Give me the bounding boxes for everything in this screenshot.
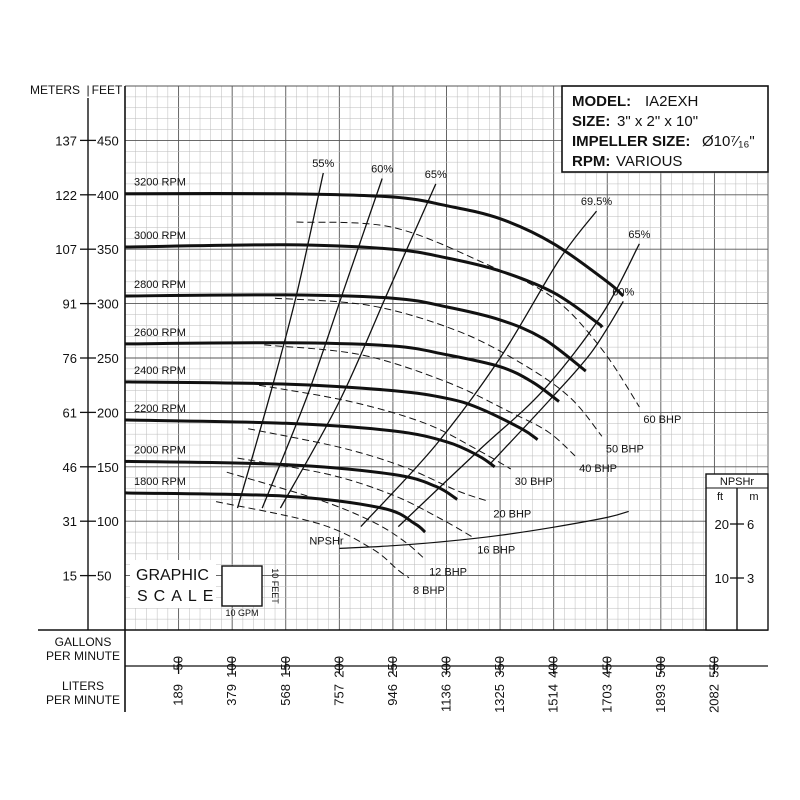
size-value: 3" x 2" x 10" xyxy=(617,113,699,130)
npshr-scale-title: NPSHr xyxy=(719,476,755,488)
lpm-axis-label-line1: LITERS xyxy=(61,679,105,693)
lpm-tick-189: 189 xyxy=(170,684,186,706)
npshr-m-tick-6: 6 xyxy=(747,517,755,532)
feet-tick-250: 250 xyxy=(97,351,119,366)
graphic-scale-line1: GRAPHIC xyxy=(136,567,209,584)
head-label-2000-rpm: 2000 RPM xyxy=(134,444,186,457)
lpm-tick-1893: 1893 xyxy=(652,684,668,713)
head-label-2600-rpm: 2600 RPM xyxy=(134,326,186,339)
info-box xyxy=(562,86,768,172)
meters-tick-137: 137 xyxy=(55,133,77,149)
impeller-key: IMPELLER SIZE: xyxy=(572,133,691,150)
npshr-ft-tick-20: 20 xyxy=(714,517,729,532)
gpm-tick-100: 100 xyxy=(224,656,240,678)
bhp-line-40-bhp xyxy=(264,345,575,456)
lpm-tick-2082: 2082 xyxy=(706,684,722,713)
header-separator: | xyxy=(86,83,90,97)
feet-tick-150: 150 xyxy=(97,459,119,475)
feet-tick-100: 100 xyxy=(97,514,119,530)
feet-header: FEET xyxy=(91,83,123,97)
head-label-3000-rpm: 3000 RPM xyxy=(134,230,186,243)
efficiency-label-60-1: 60% xyxy=(371,163,394,176)
size-key: SIZE: xyxy=(572,113,611,130)
model-key: MODEL: xyxy=(572,93,632,110)
rpm-key: RPM: xyxy=(572,153,611,170)
gpm-tick-50: 50 xyxy=(170,656,186,671)
gpm-tick-500: 500 xyxy=(652,656,668,678)
bhp-label-60-bhp: 60 BHP xyxy=(643,413,682,426)
gpm-tick-350: 350 xyxy=(492,656,508,678)
head-curve-3000-rpm xyxy=(125,245,602,328)
head-curve-2800-rpm xyxy=(125,295,586,371)
gpm-tick-150: 150 xyxy=(277,656,293,678)
feet-tick-300: 300 xyxy=(97,296,119,312)
impeller-value: Ø10⁷⁄₁₆" xyxy=(702,133,755,150)
meters-tick-15: 15 xyxy=(62,568,77,584)
npshr-unit-ft: ft xyxy=(716,491,724,503)
gpm-tick-250: 250 xyxy=(384,656,400,678)
graphic-scale-height-label: 10 FEET xyxy=(270,568,280,604)
graphic-scale xyxy=(130,560,280,618)
efficiency-line-65-2 xyxy=(280,184,435,508)
meters-header: METERS xyxy=(29,83,81,97)
efficiency-label-55-0: 55% xyxy=(312,158,335,171)
rpm-value: VARIOUS xyxy=(616,153,683,170)
bhp-label-12-bhp: 12 BHP xyxy=(429,566,467,579)
meters-tick-76: 76 xyxy=(62,351,77,366)
lpm-tick-1703: 1703 xyxy=(599,684,615,713)
lpm-tick-946: 946 xyxy=(384,684,400,706)
gpm-tick-400: 400 xyxy=(545,656,561,678)
npshr-curve-label: NPSHr xyxy=(309,535,344,548)
lpm-tick-1325: 1325 xyxy=(492,684,508,713)
gpm-tick-550: 550 xyxy=(706,656,722,678)
graphic-scale-width-label: 10 GPM xyxy=(225,608,259,618)
efficiency-line-60-5 xyxy=(489,301,623,464)
meters-tick-122: 122 xyxy=(55,187,77,203)
graphic-scale-box xyxy=(222,566,262,606)
feet-tick-450: 450 xyxy=(97,133,119,149)
efficiency-label-60-5: 60% xyxy=(612,286,635,299)
efficiency-line-55-0 xyxy=(238,173,324,508)
lpm-tick-1514: 1514 xyxy=(545,684,561,713)
feet-tick-50: 50 xyxy=(97,568,112,584)
bhp-label-8-bhp: 8 BHP xyxy=(412,584,445,597)
meters-tick-91: 91 xyxy=(62,296,77,312)
npshr-ft-tick-10: 10 xyxy=(714,571,729,586)
gpm-axis-label-line2: PER MINUTE xyxy=(45,649,121,663)
head-label-2400-rpm: 2400 RPM xyxy=(134,364,186,377)
head-label-2800-rpm: 2800 RPM xyxy=(134,278,186,291)
bhp-label-16-bhp: 16 BHP xyxy=(477,544,516,557)
lpm-tick-568: 568 xyxy=(277,684,293,706)
head-label-3200-rpm: 3200 RPM xyxy=(134,176,186,189)
npshr-m-tick-3: 3 xyxy=(747,571,755,586)
gpm-tick-450: 450 xyxy=(599,656,615,678)
npshr-scale xyxy=(706,474,768,630)
lpm-tick-757: 757 xyxy=(331,684,347,706)
meters-tick-61: 61 xyxy=(62,405,77,421)
npshr-unit-m: m xyxy=(749,491,759,503)
feet-tick-400: 400 xyxy=(97,187,119,203)
bhp-label-50-bhp: 50 BHP xyxy=(605,443,644,456)
head-label-2200-rpm: 2200 RPM xyxy=(134,403,186,416)
head-label-1800-rpm: 1800 RPM xyxy=(134,475,186,488)
gpm-tick-300: 300 xyxy=(438,656,454,678)
efficiency-label-69-5-3: 69.5% xyxy=(580,196,613,209)
feet-tick-200: 200 xyxy=(97,405,119,421)
efficiency-label-65-4: 65% xyxy=(628,228,651,241)
meters-tick-31: 31 xyxy=(62,514,77,530)
model-value: IA2EXH xyxy=(645,93,699,110)
bhp-label-20-bhp: 20 BHP xyxy=(493,508,532,521)
feet-tick-350: 350 xyxy=(97,242,119,258)
lpm-axis-label-line2: PER MINUTE xyxy=(45,693,121,707)
bhp-line-50-bhp xyxy=(275,298,602,436)
lpm-tick-1136: 1136 xyxy=(438,684,454,712)
bhp-label-40-bhp: 40 BHP xyxy=(579,462,618,475)
gpm-axis-label-line1: GALLONS xyxy=(54,635,112,649)
gpm-tick-200: 200 xyxy=(331,656,347,678)
efficiency-label-65-2: 65% xyxy=(424,168,447,181)
graphic-scale-line2: SCALE xyxy=(137,588,220,605)
bhp-label-30-bhp: 30 BHP xyxy=(514,475,553,488)
lpm-tick-379: 379 xyxy=(224,684,240,706)
curve-labels xyxy=(134,158,681,597)
meters-tick-107: 107 xyxy=(55,242,77,258)
meters-tick-46: 46 xyxy=(62,459,77,475)
